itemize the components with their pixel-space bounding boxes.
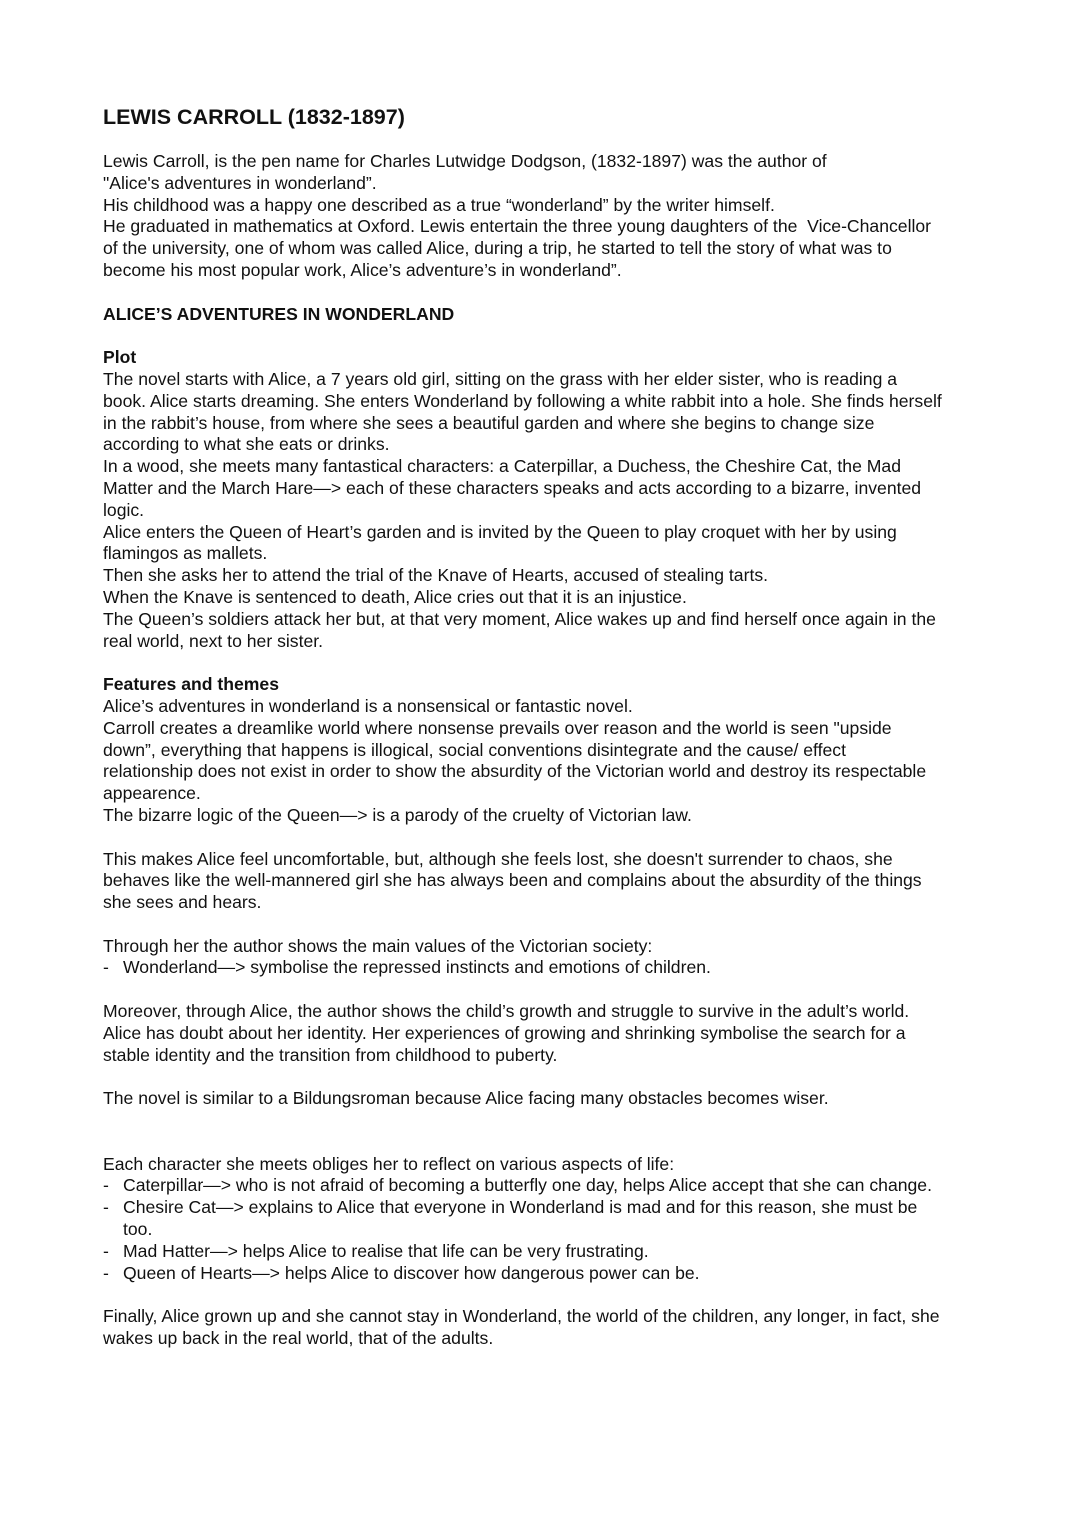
plot-line: The novel starts with Alice, a 7 years old girl, sitting on the grass with her elder sister, who is reading a <box>103 368 898 389</box>
plot-line: When the Knave is sentenced to death, Alice cries out that it is an injustice. <box>103 586 687 607</box>
plot-line: logic. <box>103 499 145 520</box>
plot-heading: Plot <box>103 347 137 368</box>
characters-paragraph <box>103 1154 1003 1285</box>
plot-line: flamingos as mallets. <box>103 543 268 564</box>
plot-paragraph <box>103 369 1003 652</box>
list-item-text: Chesire Cat—> explains to Alice that everyone in Wonderland is mad and for this reason, she must be <box>123 1197 918 1218</box>
paragraph-line: Each character she meets obliges her to reflect on various aspects of life: <box>103 1153 675 1174</box>
intro-line: Lewis Carroll, is the pen name for Charles Lutwidge Dodgson, (1832-1897) was the author of <box>103 151 827 171</box>
plot-line: real world, next to her sister. <box>103 630 324 651</box>
plot-line: book. Alice starts dreaming. She enters Wonderland by following a white rabbit into a hole. She finds herself <box>103 390 942 411</box>
list-item <box>103 1263 1003 1285</box>
paragraph-line: Finally, Alice grown up and she cannot stay in Wonderland, the world of the children, any longer, in fact, she <box>103 1306 940 1327</box>
features-line: The bizarre logic of the Queen—> is a parody of the cruelty of Victorian law. <box>103 804 692 825</box>
list-item-text: Wonderland—> symbolise the repressed instincts and emotions of children. <box>123 957 711 978</box>
paragraph-line: stable identity and the transition from childhood to puberty. <box>103 1044 558 1065</box>
plot-line: The Queen’s soldiers attack her but, at that very moment, Alice wakes up and find herself once again in the <box>103 608 936 629</box>
conclusion-paragraph <box>103 1306 1003 1350</box>
bullet-dash: - <box>103 1262 109 1283</box>
alice-feelings-paragraph <box>103 849 1003 914</box>
bullet-dash: - <box>103 1240 109 1261</box>
list-item <box>103 957 1003 979</box>
features-heading: Features and themes <box>103 674 279 695</box>
paragraph-line: Moreover, through Alice, the author shows the child’s growth and struggle to survive in the adult’s world. <box>103 1001 910 1022</box>
intro-paragraph <box>103 151 1003 282</box>
growth-paragraph <box>103 1001 1003 1066</box>
list-item <box>103 1241 1003 1263</box>
bullet-dash: - <box>103 1175 109 1196</box>
paragraph-line: Through her the author shows the main values of the Victorian society: <box>103 935 653 956</box>
bullet-dash: - <box>103 1197 109 1218</box>
victorian-values-paragraph <box>103 936 1003 980</box>
paragraph-line: wakes up back in the real world, that of the adults. <box>103 1328 494 1349</box>
plot-line: in the rabbit’s house, from where she sees a beautiful garden and where she begins to change size <box>103 412 875 433</box>
plot-line: In a wood, she meets many fantastical characters: a Caterpillar, a Duchess, the Cheshire Cat, the Mad <box>103 456 901 477</box>
document-page <box>103 104 1003 1350</box>
paragraph-line: This makes Alice feel uncomfortable, but, although she feels lost, she doesn't surrender to chaos, she <box>103 848 893 869</box>
plot-line: Matter and the March Hare—> each of these characters speaks and acts according to a bizarre, invented <box>103 477 922 498</box>
paragraph-line: Alice has doubt about her identity. Her experiences of growing and shrinking symbolise the search for a <box>103 1022 906 1043</box>
plot-line: Then she asks her to attend the trial of the Knave of Hearts, accused of stealing tarts. <box>103 565 769 586</box>
list-item-text: too. <box>123 1219 153 1240</box>
features-paragraph <box>103 696 1003 827</box>
paragraph-line: she sees and hears. <box>103 892 262 913</box>
paragraph-line: behaves like the well-mannered girl she has always been and complains about the absurdity of the things <box>103 870 922 891</box>
intro-line: He graduated in mathematics at Oxford. Lewis entertain the three young daughters of the Vice-Chancellor <box>103 216 932 237</box>
list-item-text: Queen of Hearts—> helps Alice to discover how dangerous power can be. <box>123 1262 700 1283</box>
list-item-text: Mad Hatter—> helps Alice to realise that life can be very frustrating. <box>123 1240 649 1261</box>
plot-line: Alice enters the Queen of Heart’s garden and is invited by the Queen to play croquet with her by using <box>103 521 897 542</box>
section-title: ALICE’S ADVENTURES IN WONDERLAND <box>103 303 455 324</box>
features-line: Alice’s adventures in wonderland is a nonsensical or fantastic novel. <box>103 695 633 716</box>
page-title: LEWIS CARROLL (1832-1897) <box>103 105 405 129</box>
features-line: relationship does not exist in order to show the absurdity of the Victorian world and destroy its respectable <box>103 761 927 782</box>
list-item <box>103 1175 1003 1197</box>
intro-line: "Alice's adventures in wonderland”. <box>103 172 377 193</box>
features-line: down”, everything that happens is illogical, social conventions disintegrate and the cause/ effect <box>103 739 846 760</box>
plot-line: according to what she eats or drinks. <box>103 434 390 455</box>
list-item-text: Caterpillar—> who is not afraid of becoming a butterfly one day, helps Alice accept that she can change. <box>123 1175 932 1196</box>
intro-line: His childhood was a happy one described as a true “wonderland” by the writer himself. <box>103 194 775 215</box>
features-line: appearence. <box>103 783 201 804</box>
bullet-dash: - <box>103 957 109 978</box>
list-item <box>103 1197 1003 1241</box>
intro-line: become his most popular work, Alice’s adventure’s in wonderland”. <box>103 259 622 280</box>
bildungsroman-paragraph: The novel is similar to a Bildungsroman because Alice facing many obstacles becomes wiser. <box>103 1088 829 1109</box>
intro-line: of the university, one of whom was called Alice, during a trip, he started to tell the story of what was to <box>103 238 892 259</box>
features-line: Carroll creates a dreamlike world where nonsense prevails over reason and the world is seen "upside <box>103 717 892 738</box>
